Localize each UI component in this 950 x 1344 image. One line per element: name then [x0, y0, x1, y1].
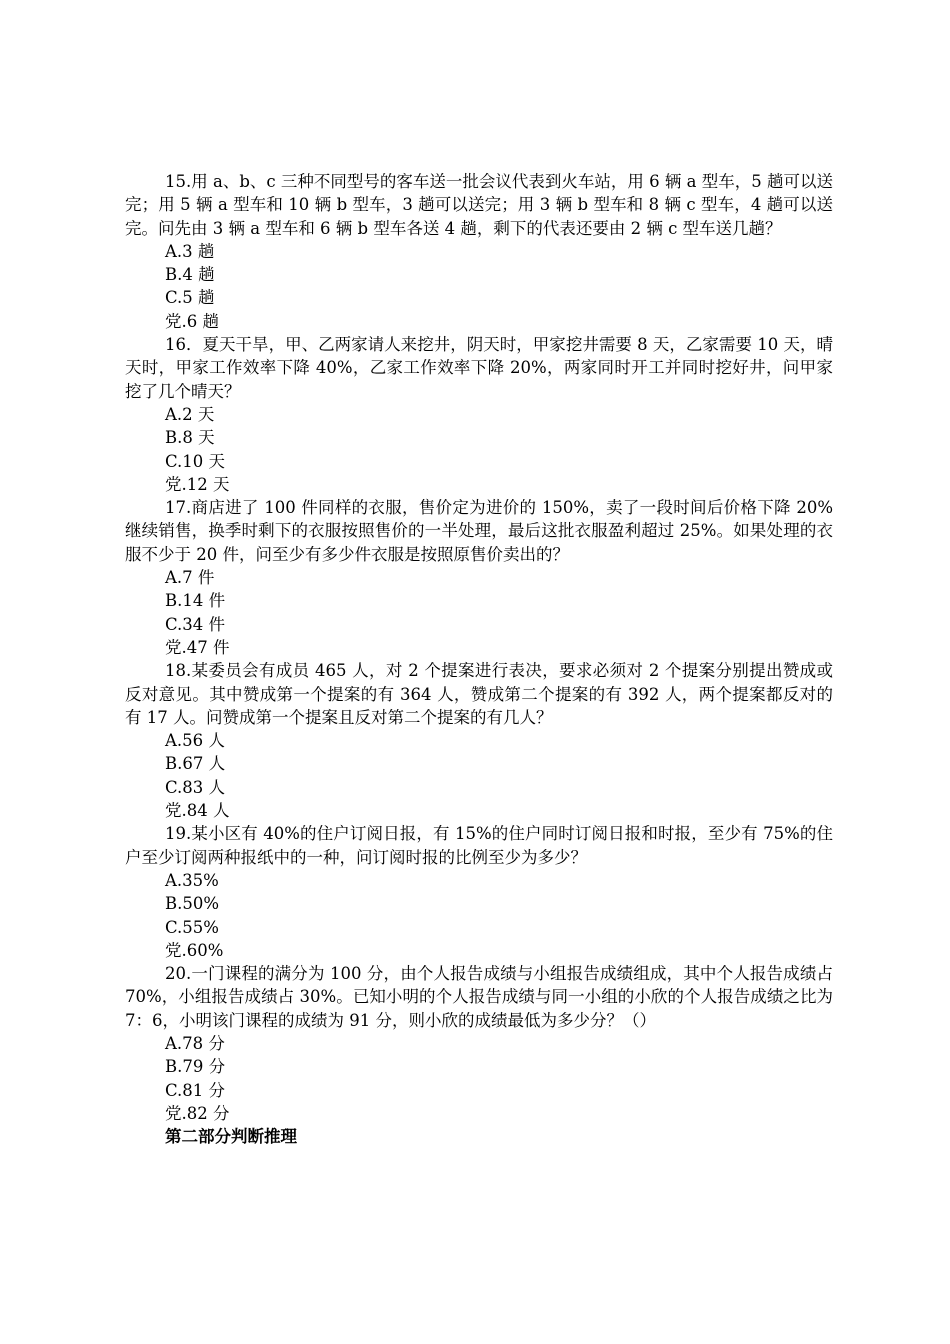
option-a: A.78 分: [165, 1033, 225, 1053]
option-b: B.67 人: [165, 754, 226, 774]
option-d: 党.84 人: [165, 801, 230, 821]
question-16: [125, 333, 833, 496]
question-stem: 16．夏天干旱，甲、乙两家请人来挖井，阴天时，甲家挖井需要 8 天，乙家需要 10 天，晴天时，甲家工作效率下降 40%，乙家工作效率下降 20%，两家同时开工并同时挖好井，问甲家挖了几个晴天？: [125, 335, 833, 401]
option-c: C.5 趟: [165, 288, 215, 308]
question-15: [125, 170, 833, 333]
option-d: 党.6 趟: [165, 311, 219, 331]
option-b: B.50%: [165, 894, 220, 914]
question-20: [125, 962, 833, 1125]
option-c: C.81 分: [165, 1080, 226, 1100]
option-a: A.7 件: [165, 568, 215, 588]
question-stem: 20.一门课程的满分为 100 分，由个人报告成绩与小组报告成绩组成，其中个人报告成绩占 70%，小组报告成绩占 30%。已知小明的个人报告成绩与同一小组的小欣的个人报告成绩之比为 7：6，小明该门课程的成绩为 91 分，则小欣的成绩最低为多少分？（）: [125, 964, 833, 1030]
option-c: C.83 人: [165, 777, 226, 797]
section-title: 第二部分判断推理: [165, 1127, 297, 1147]
option-c: C.55%: [165, 917, 219, 937]
option-d: 党.47 件: [165, 637, 230, 657]
option-b: B.4 趟: [165, 265, 215, 285]
question-17: [125, 496, 833, 659]
question-18: [125, 659, 833, 822]
option-d: 党.60%: [165, 940, 224, 960]
option-a: A.56 人: [165, 731, 225, 751]
option-b: B.8 天: [165, 428, 215, 448]
question-stem: 15.用 a、b、c 三种不同型号的客车送一批会议代表到火车站，用 6 辆 a 型车，5 趟可以送完；用 5 辆 a 型车和 10 辆 b 型车，3 趟可以送完；用 3 辆 b 型车和 8 辆 c 型车，4 趟可以送完。问先由 3 辆 a 型车和 6 辆 b 型车各送 4 趟，剩下的代表还要由 2 辆 c 型车送几趟？: [125, 172, 833, 238]
option-c: C.34 件: [165, 614, 226, 634]
question-stem: 18.某委员会有成员 465 人，对 2 个提案进行表决，要求必须对 2 个提案分别提出赞成或反对意见。其中赞成第一个提案的有 364 人，赞成第二个提案的有 392 人，两个提案都反对的有 17 人。问赞成第一个提案且反对第二个提案的有几人？: [125, 661, 833, 727]
option-b: B.79 分: [165, 1057, 226, 1077]
option-a: A.35%: [165, 870, 219, 890]
option-d: 党.12 天: [165, 474, 230, 494]
option-c: C.10 天: [165, 451, 226, 471]
option-a: A.2 天: [165, 404, 215, 424]
option-a: A.3 趟: [165, 241, 215, 261]
option-d: 党.82 分: [165, 1103, 230, 1123]
question-19: [125, 822, 833, 962]
document-content: [125, 170, 833, 1148]
question-stem: 17.商店进了 100 件同样的衣服，售价定为进价的 150%，卖了一段时间后价格下降 20%继续销售，换季时剩下的衣服按照售价的一半处理，最后这批衣服盈利超过 25%。如果处理的衣服不少于 20 件，问至少有多少件衣服是按照原售价卖出的？: [125, 498, 833, 564]
question-stem: 19.某小区有 40%的住户订阅日报，有 15%的住户同时订阅日报和时报，至少有 75%的住户至少订阅两种报纸中的一种，问订阅时报的比例至少为多少？: [125, 824, 833, 867]
option-b: B.14 件: [165, 591, 226, 611]
